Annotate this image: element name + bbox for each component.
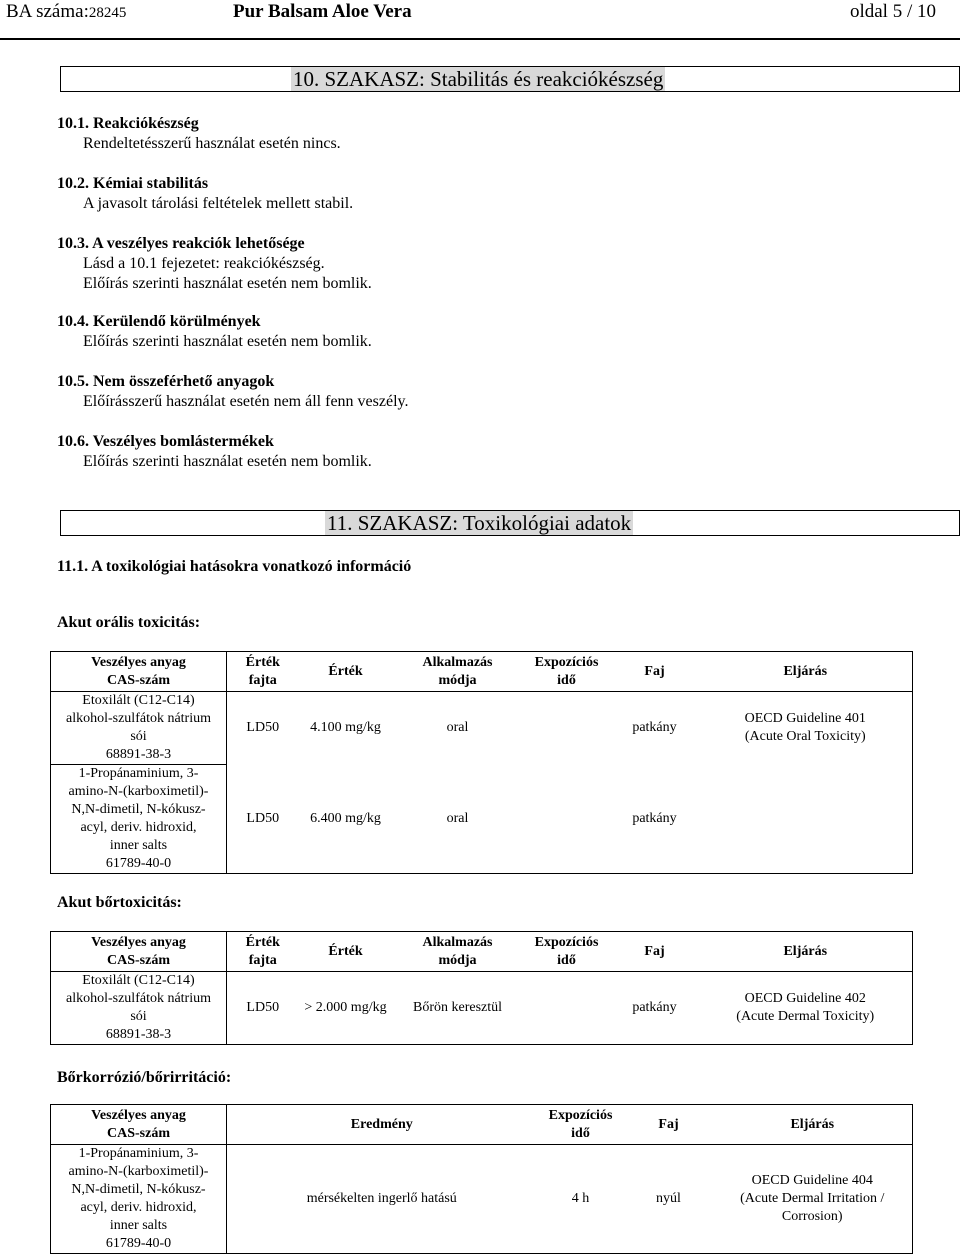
- method-line: (Acute Oral Toxicity): [744, 729, 866, 745]
- exposure-cell: [523, 765, 611, 874]
- header-species: Faj: [611, 932, 699, 972]
- document-number: [6, 1, 126, 23]
- header-value-type: [227, 932, 299, 972]
- header-substance: [51, 1105, 227, 1145]
- subsection-text: Rendeltetésszerű használat esetén nincs.: [83, 135, 341, 152]
- header-value: Érték: [299, 652, 393, 692]
- header-method: Eljárás: [713, 1105, 913, 1145]
- header-text: CAS-szám: [107, 1125, 170, 1141]
- header-route: [393, 652, 523, 692]
- route-cell: oral: [446, 810, 469, 826]
- substance-cell: [51, 1145, 227, 1254]
- header-method: Eljárás: [699, 652, 913, 692]
- species-cell: patkány: [632, 1000, 677, 1015]
- species-cell: nyúl: [656, 1191, 681, 1206]
- subsection-text: Előírás szerinti használat esetén nem bomlik.: [83, 333, 372, 350]
- header-text: módja: [438, 672, 477, 688]
- header-text: Érték: [245, 934, 280, 950]
- value-cell: 4.100 mg/kg: [310, 720, 381, 736]
- subsection-text: Előírásszerű használat esetén nem áll fenn veszély.: [83, 393, 409, 410]
- header-text: CAS-szám: [107, 672, 170, 688]
- header-method: Eljárás: [699, 932, 913, 972]
- section-10-bar: [60, 66, 960, 92]
- subsection-heading: 10.3. A veszélyes reakciók lehetősége: [57, 235, 305, 252]
- header-text: CAS-szám: [107, 952, 170, 968]
- subsection-heading: 10.4. Kerülendő körülmények: [57, 313, 261, 330]
- page-number: oldal 5 / 10: [849, 1, 936, 22]
- method-cell: [699, 972, 913, 1045]
- substance-line: N,N-dimetil, N-kókusz-: [71, 1182, 206, 1197]
- substance-line: sói: [130, 1009, 147, 1024]
- substance-cell: [51, 692, 227, 765]
- header-exposure: [523, 652, 611, 692]
- table-header-row: [51, 652, 913, 692]
- subsection-10-1: [57, 114, 341, 154]
- header-text: Érték: [245, 654, 280, 670]
- header-text: Veszélyes anyag: [91, 1107, 186, 1123]
- substance-line: Etoxilált (C12-C14): [82, 693, 195, 708]
- value-type-cell: LD50: [227, 972, 299, 1045]
- substance-line: acyl, deriv. hidroxid,: [80, 1200, 197, 1215]
- document-number-label: BA száma:: [6, 1, 89, 22]
- table-row: [51, 765, 913, 874]
- header-text: idő: [557, 952, 576, 968]
- substance-line: amino-N-(karboximetil)-: [68, 784, 209, 799]
- route-cell: Bőrön keresztül: [412, 1000, 503, 1015]
- substance-line: alkohol-szulfátok nátrium: [65, 711, 212, 726]
- route-cell: oral: [446, 720, 469, 736]
- value-cell: > 2.000 mg/kg: [304, 1000, 387, 1015]
- section-10-title: 10. SZAKASZ: Stabilitás és reakciókészség: [293, 67, 664, 91]
- header-route: [393, 932, 523, 972]
- method-line: OECD Guideline 401: [744, 711, 866, 727]
- subsection-10-3: [57, 234, 372, 294]
- species-cell: patkány: [632, 810, 677, 826]
- acute-dermal-label: Akut bőrtoxicitás:: [57, 894, 182, 911]
- substance-line: 1-Propánaminium, 3-: [78, 1146, 199, 1161]
- table-header-row: [51, 1105, 913, 1145]
- substance-cell: [51, 972, 227, 1045]
- table-header-row: [51, 932, 913, 972]
- subsection-text: A javasolt tárolási feltételek mellett stabil.: [83, 195, 354, 212]
- header-divider: [0, 38, 960, 40]
- header-text: Veszélyes anyag: [91, 934, 186, 950]
- header-substance: [51, 652, 227, 692]
- header-value-type: [227, 652, 299, 692]
- substance-line: amino-N-(karboximetil)-: [68, 1164, 209, 1179]
- method-line: Corrosion): [781, 1209, 843, 1224]
- section-11-bar: [60, 510, 960, 536]
- header-text: Veszélyes anyag: [91, 654, 186, 670]
- header-species: Faj: [625, 1105, 713, 1145]
- species-cell: patkány: [632, 720, 677, 736]
- subsection-11-1: [57, 557, 411, 577]
- subsection-heading: 11.1. A toxikológiai hatásokra vonatkozó információ: [57, 558, 412, 575]
- subsection-heading: 10.6. Veszélyes bomlástermékek: [57, 433, 274, 450]
- method-cell: [699, 765, 913, 874]
- value-type-cell: LD50: [227, 765, 299, 874]
- exposure-cell: [523, 692, 611, 765]
- substance-line: N,N-dimetil, N-kókusz-: [71, 802, 206, 817]
- skin-irritation-label: Bőrkorrózió/bőrirritáció:: [57, 1069, 232, 1086]
- header-text: módja: [438, 952, 477, 968]
- header-text: Alkalmazás: [422, 934, 493, 950]
- subsection-10-6: [57, 432, 372, 472]
- header-result: Eredmény: [227, 1105, 537, 1145]
- skin-irritation-table: [50, 1104, 913, 1254]
- substance-line: 1-Propánaminium, 3-: [78, 766, 199, 781]
- subsection-10-5: [57, 372, 408, 412]
- acute-dermal-table: [50, 931, 913, 1045]
- substance-line: Etoxilált (C12-C14): [82, 973, 195, 988]
- substance-line: 61789-40-0: [105, 856, 172, 871]
- subsection-text: Előírás szerinti használat esetén nem bomlik.: [83, 453, 372, 470]
- value-cell: 6.400 mg/kg: [310, 810, 381, 826]
- substance-cell: [51, 765, 227, 874]
- header-substance: [51, 932, 227, 972]
- subsection-10-2: [57, 174, 353, 214]
- substance-line: 61789-40-0: [105, 1236, 172, 1251]
- substance-line: 68891-38-3: [105, 1027, 172, 1042]
- section-11-title: 11. SZAKASZ: Toxikológiai adatok: [327, 511, 632, 535]
- method-line: (Acute Dermal Toxicity): [736, 1009, 875, 1024]
- table-row: [51, 1145, 913, 1254]
- method-line: (Acute Dermal Irritation /: [740, 1191, 885, 1206]
- header-text: fajta: [248, 672, 277, 688]
- substance-line: 68891-38-3: [105, 747, 172, 762]
- substance-line: alkohol-szulfátok nátrium: [65, 991, 212, 1006]
- substance-line: acyl, deriv. hidroxid,: [80, 820, 197, 835]
- acute-oral-label: Akut orális toxicitás:: [57, 614, 201, 631]
- method-line: OECD Guideline 404: [751, 1173, 873, 1188]
- document-number-value: 28245: [88, 5, 127, 21]
- subsection-heading: 10.1. Reakciókészség: [57, 115, 199, 132]
- header-species: Faj: [611, 652, 699, 692]
- header-text: Alkalmazás: [422, 654, 493, 670]
- method-cell: [699, 692, 913, 765]
- table-row: [51, 692, 913, 765]
- header-text: Expozíciós: [534, 654, 599, 670]
- subsection-text: Előírás szerinti használat esetén nem bomlik.: [83, 275, 372, 292]
- page-header: [0, 0, 960, 26]
- method-cell: [713, 1145, 913, 1254]
- header-exposure: [523, 932, 611, 972]
- acute-oral-table: [50, 651, 913, 874]
- substance-line: inner salts: [109, 838, 168, 853]
- header-text: idő: [557, 672, 576, 688]
- header-text: Expozíciós: [534, 934, 599, 950]
- method-line: OECD Guideline 402: [744, 991, 866, 1006]
- subsection-10-4: [57, 312, 372, 352]
- exposure-cell: [523, 972, 611, 1045]
- result-cell: mérsékelten ingerlő hatású: [227, 1145, 537, 1254]
- header-text: fajta: [248, 952, 277, 968]
- subsection-heading: 10.5. Nem összeférhető anyagok: [57, 373, 275, 390]
- substance-line: sói: [130, 729, 147, 744]
- subsection-text: Lásd a 10.1 fejezetet: reakciókészség.: [83, 255, 325, 272]
- value-type-cell: LD50: [227, 692, 299, 765]
- header-exposure: [537, 1105, 625, 1145]
- table-row: [51, 972, 913, 1045]
- product-name: Pur Balsam Aloe Vera: [233, 1, 412, 22]
- substance-line: inner salts: [109, 1218, 168, 1233]
- header-value: Érték: [299, 932, 393, 972]
- exposure-cell: 4 h: [571, 1191, 590, 1206]
- subsection-heading: 10.2. Kémiai stabilitás: [57, 175, 209, 192]
- header-text: Expozíciós: [548, 1107, 613, 1123]
- header-text: idő: [571, 1125, 590, 1141]
